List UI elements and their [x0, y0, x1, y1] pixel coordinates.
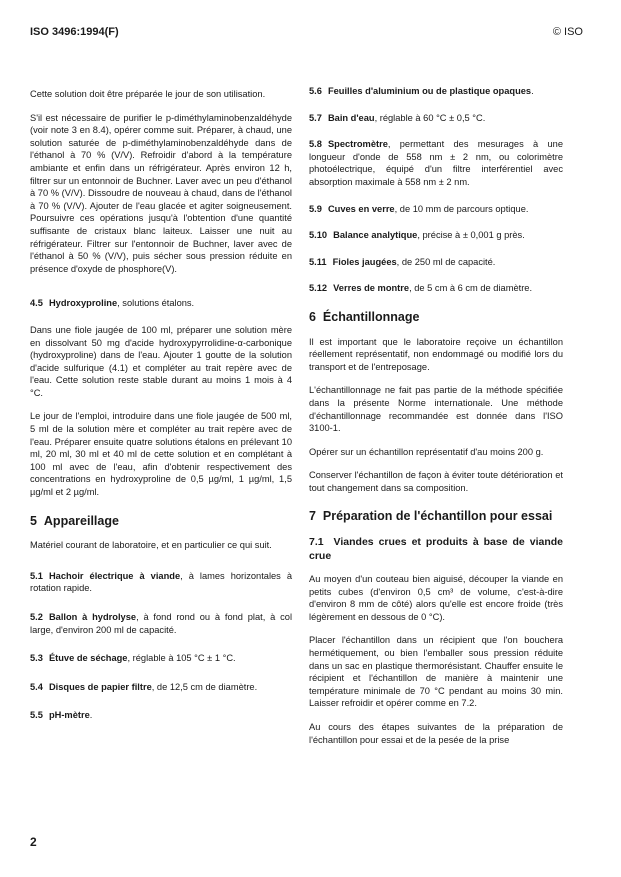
section-4-5	[30, 297, 292, 310]
heading-title: Viandes crues et produits à base de viande crue	[309, 536, 564, 563]
item-number: 5.5	[30, 710, 43, 721]
item-text: , de 5 cm à 6 cm de diamètre.	[409, 283, 533, 294]
item-title: Fioles jaugées	[332, 256, 397, 267]
item-title: Feuilles d'aluminium ou de plastique opaques	[327, 86, 532, 96]
item-5-12	[309, 282, 563, 295]
heading-7	[309, 510, 563, 523]
paragraph: Dans une fiole jaugée de 100 ml, préparer une solution mère en dissolvant 50 mg d'acide hydroxypyrrolidine-α-carbonique (hydroxyproline) dans de l'eau. Ajouter 1 goutte de la solution d'acide sulfurique (4.1) et compléter au trait repère avec de l'eau. Cette solution reste stable durant au moins 1 mois à 4 °C.	[30, 324, 292, 398]
item-number: 5.3	[30, 653, 43, 664]
item-title: Verres de montre	[333, 283, 410, 294]
item-number: 5.10	[309, 230, 328, 241]
item-title: Bain d'eau	[327, 112, 375, 123]
item-5-9	[309, 203, 563, 216]
paragraph: S'il est nécessaire de purifier le p-diméthylaminobenzaldéhyde (voir note 3 en 8.4), opérer comme suit. Préparer, à chaud, une solution saturée de p-diméthylaminobenzaldéhyde dans de l'éthanol à 70 % (V/V). Refroidir d'abord à la température ambiante et enfin dans un réfrigérateur. Après environ 12 h, filtrer sur un entonnoir de Buchner. Laver avec un peu d'éthanol à 70 % (V/V). Dissoudre de nouveau à chaud, dans de l'éthanol à 70 % (V/V). Ajouter de l'eau glacée et agiter soigneusement. Poursuivre ces opérations jusqu'à l'obtention d'une quantité suffisante de cristaux blanc laiteux. Laisser une nuit au réfrigérateur. Filtrer sur l'entonnoir de Buchner, laver avec de l'éthanol à 50 % (V/V), puis sécher sous pression réduite en présence d'oxyde de phosphore(V).	[30, 112, 292, 274]
item-number: 5.12	[309, 283, 328, 294]
section-title: Hydroxyproline	[48, 298, 118, 309]
paragraph: Au moyen d'un couteau bien aiguisé, découper la viande en petits cubes (d'environ 0,5 cm³ de volume, c'est-à-dire d'environ 8 mm de côté) alors qu'elle est encore froide (très légèrement en dessous de 0 °C).	[309, 574, 563, 622]
item-title: pH-mètre	[48, 710, 90, 721]
item-5-2	[30, 611, 292, 636]
item-text: , permettant des mesurages à une longueur d'onde de 558 nm ± 2 nm, ou colorimètre photoélectrique, équipé d'un filtre interférentiel avec absorption maximale à 558 nm ± 2 nm.	[309, 139, 563, 187]
item-5-6	[309, 85, 563, 98]
paragraph: Il est important que le laboratoire reçoive un échantillon réellement représentatif, non endommagé ou modifié lors du transport et de l'entreposage.	[309, 336, 563, 372]
item-5-7	[309, 112, 563, 125]
heading-number: 6	[309, 309, 316, 324]
heading-number: 5	[30, 513, 37, 528]
item-number: 5.9	[309, 203, 322, 214]
heading-number: 7	[309, 509, 316, 524]
item-number: 5.7	[309, 112, 322, 123]
item-title: Balance analytique	[333, 230, 418, 241]
item-text: .	[531, 86, 534, 96]
heading-title: Appareillage	[43, 513, 119, 528]
right-column	[309, 85, 563, 757]
paragraph: Cette solution doit être préparée le jour de son utilisation.	[30, 89, 266, 99]
paragraph: Le jour de l'emploi, introduire dans une fiole jaugée de 500 ml, 5 ml de la solution mère et compléter au trait repère avec de l'eau. Préparer ensuite quatre solutions étalons en prélevant 10 ml, 20 ml, 30 ml et 40 ml de cette solution et en complétant à 100 ml avec de l'eau, afin d'obtenir respectivement des concentrations en hydroxyproline de 0,5 µg/ml, 1 µg/ml, 1,5 µg/ml et 2 µg/ml.	[30, 411, 292, 498]
paragraph: Conserver l'échantillon de façon à éviter toute détérioration et tout changement dans sa composition.	[309, 470, 563, 493]
paragraph: Au cours des étapes suivantes de la préparation de l'échantillon pour essai et de la pesée de la prise	[309, 722, 563, 745]
item-number: 5.8	[309, 139, 322, 150]
item-5-11	[309, 256, 563, 269]
item-5-10	[309, 229, 563, 242]
section-number: 4.5	[30, 298, 43, 309]
paragraph: Matériel courant de laboratoire, et en particulier ce qui suit.	[30, 540, 272, 551]
heading-7-1	[309, 535, 563, 563]
heading-title: Préparation de l'échantillon pour essai	[322, 509, 553, 524]
paragraph: Opérer sur un échantillon représentatif d'au moins 200 g.	[309, 446, 544, 457]
item-5-5	[30, 709, 292, 722]
item-number: 5.1	[30, 570, 43, 581]
item-text: , réglable à 105 °C ± 1 °C.	[127, 653, 236, 664]
item-number: 5.11	[309, 256, 327, 267]
item-5-1	[30, 570, 292, 595]
item-5-8	[309, 138, 563, 188]
item-text: , de 10 mm de parcours optique.	[394, 203, 529, 214]
item-text: , réglable à 60 °C ± 0,5 °C.	[374, 112, 486, 123]
paragraph: Placer l'échantillon dans un récipient que l'on bouchera hermétiquement, ou bien l'emballer sous pression réduite dans un sac en plastique thermorésistant. Chauffer ensuite le récipient et l'échantillon de manière à maintenir une température minimale de 70 °C pendant au moins 30 min. Laisser refroidir et opérer comme en 7.2.	[309, 635, 563, 709]
left-column	[30, 88, 292, 736]
item-title: Hachoir électrique à viande	[48, 570, 181, 581]
heading-number: 7.1	[309, 536, 324, 549]
item-title: Ballon à hydrolyse	[48, 612, 137, 622]
page-number: 2	[30, 835, 37, 849]
item-title: Étuve de séchage	[48, 653, 128, 664]
paragraph: L'échantillonnage ne fait pas partie de la méthode spécifiée dans la présente Norme internationale. Une méthode d'échantillonnage recommandée est donnée dans l'ISO 3100-1.	[309, 385, 563, 434]
section-text: , solutions étalons.	[117, 298, 195, 309]
heading-6	[309, 311, 563, 324]
item-title: Disques de papier filtre	[48, 681, 152, 692]
heading-5	[30, 515, 292, 528]
item-title: Cuves en verre	[327, 203, 395, 214]
heading-title: Échantillonnage	[322, 309, 420, 324]
copyright-mark: © ISO	[552, 26, 583, 38]
item-5-4	[30, 681, 292, 694]
item-title: Spectromètre	[327, 139, 388, 150]
item-number: 5.2	[30, 612, 43, 622]
item-5-3	[30, 652, 292, 665]
item-number: 5.4	[30, 681, 43, 692]
item-text: , de 12,5 cm de diamètre.	[151, 681, 258, 692]
item-text: , à fond rond ou à fond plat, à col large, d'environ 200 ml de capacité.	[30, 612, 293, 635]
item-text: .	[89, 710, 93, 721]
item-text: , à lames horizontales à rotation rapide.	[30, 570, 293, 594]
item-number: 5.6	[309, 86, 322, 96]
item-text: , de 250 ml de capacité.	[396, 256, 496, 267]
document-id: ISO 3496:1994(F)	[30, 26, 119, 38]
item-text: , précise à ± 0,001 g près.	[417, 230, 525, 241]
